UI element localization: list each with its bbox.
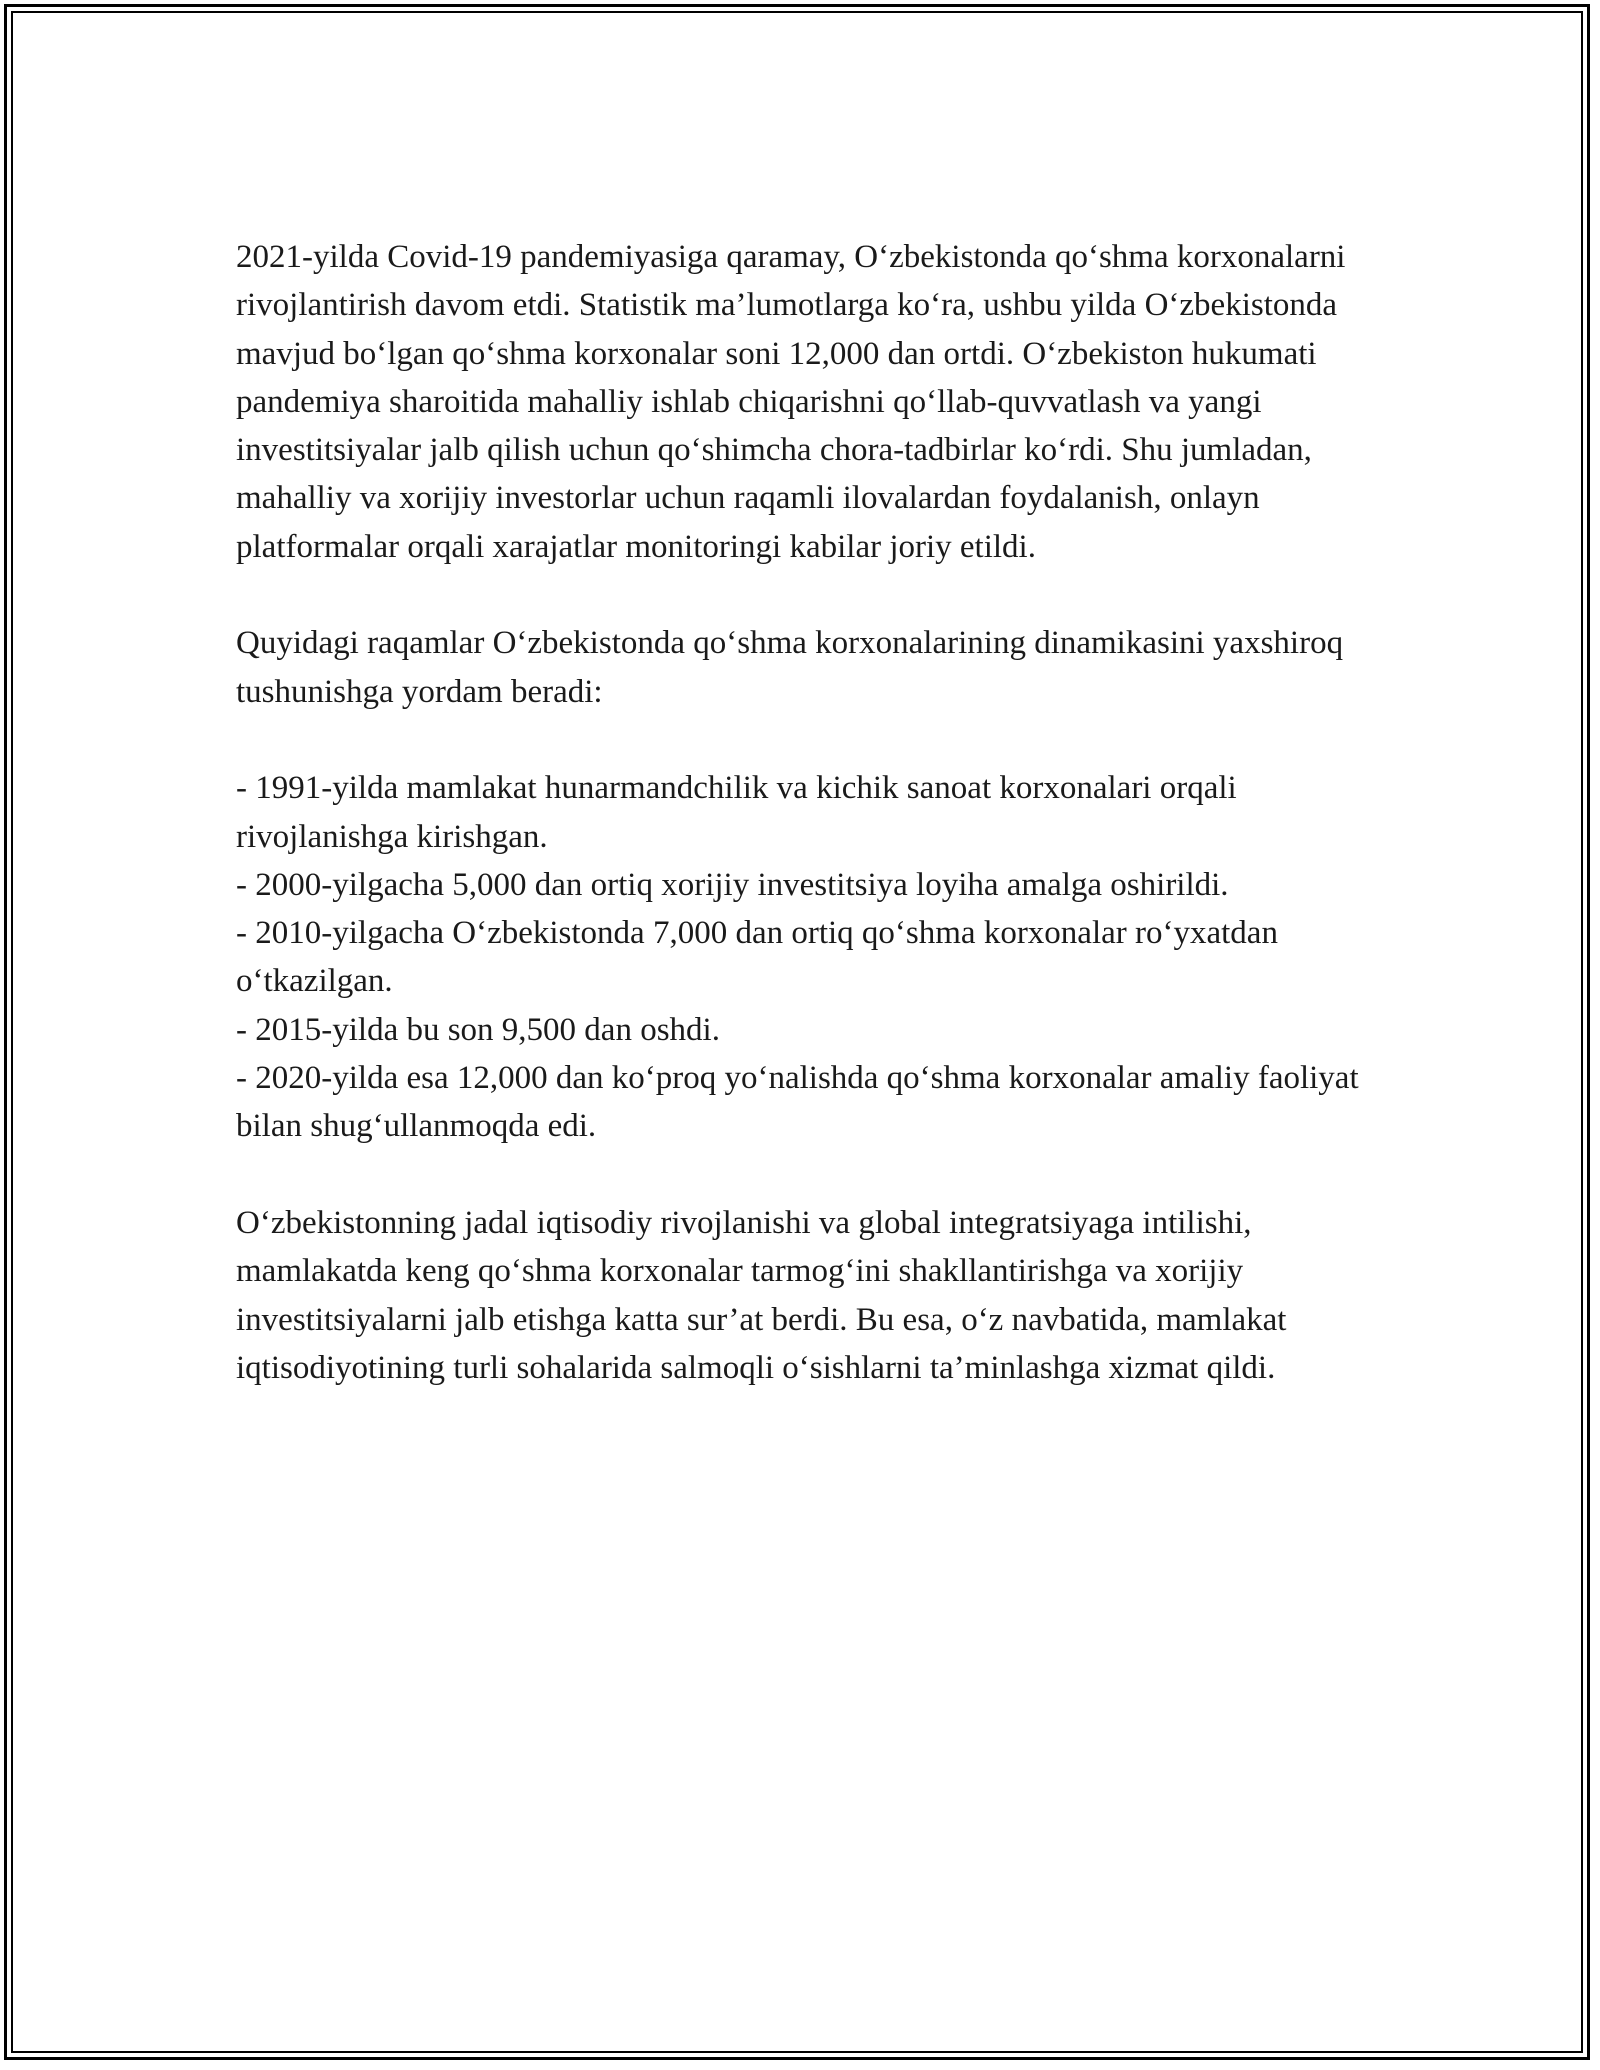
conclusion-paragraph: O‘zbekistonning jadal iqtisodiy rivojlanishi va global integratsiyaga intilishi, mamlakatda keng qo‘shma korxonalar tarmog‘ini shakllantirishga va xorijiy investitsiyalarni jalb etishga katta sur’at berdi. Bu esa, o‘z navbatida, mamlakat iqtisodiyotining turli sohalarida salmoqli o‘sishlarni ta’minlashga xizmat qildi. <box>236 1204 1287 1386</box>
milestone-item-2010: - 2010-yilgacha O‘zbekistonda 7,000 dan ortiq qo‘shma korxonalar ro‘yxatdan o‘tkazilgan. <box>236 915 1278 1000</box>
milestone-item-2000: - 2000-yilgacha 5,000 dan ortiq xorijiy investitsiya loyiha amalga oshirildi. <box>236 866 1229 903</box>
paragraph-spacer <box>236 716 1366 764</box>
milestone-item-1991: - 1991-yilda mamlakat hunarmandchilik va kichik sanoat korxonalari orqali rivojlanishga kirishgan. <box>236 770 1237 855</box>
document-body <box>236 233 1366 1392</box>
lead-in-paragraph: Quyidagi raqamlar O‘zbekistonda qo‘shma korxonalarining dinamikasini yaxshiroq tushunishga yordam beradi: <box>236 625 1344 710</box>
intro-paragraph: 2021-yilda Covid-19 pandemiyasiga qaramay, O‘zbekistonda qo‘shma korxonalarni rivojlantirish davom etdi. Statistik ma’lumotlarga ko‘ra, ushbu yilda O‘zbekistonda mavjud bo‘lgan qo‘shma korxonalar soni 12,000 dan ortdi. O‘zbekiston hukumati pandemiya sharoitida mahalliy ishlab chiqarishni qo‘llab-quvvatlash va yangi investitsiyalar jalb qilish uchun qo‘shimcha chora-tadbirlar ko‘rdi. Shu jumladan, mahalliy va xorijiy investorlar uchun raqamli ilovalardan foydalanish, onlayn platformalar orqali xarajatlar monitoringi kabilar joriy etildi. <box>236 239 1346 565</box>
milestone-item-2020: - 2020-yilda esa 12,000 dan ko‘proq yo‘nalishda qo‘shma korxonalar amaliy faoliyat bilan shug‘ullanmoqda edi. <box>236 1060 1359 1145</box>
paragraph-spacer <box>236 1151 1366 1199</box>
milestone-item-2015: - 2015-yilda bu son 9,500 dan oshdi. <box>236 1011 720 1048</box>
milestone-list <box>236 764 1366 1150</box>
paragraph-spacer <box>236 571 1366 619</box>
